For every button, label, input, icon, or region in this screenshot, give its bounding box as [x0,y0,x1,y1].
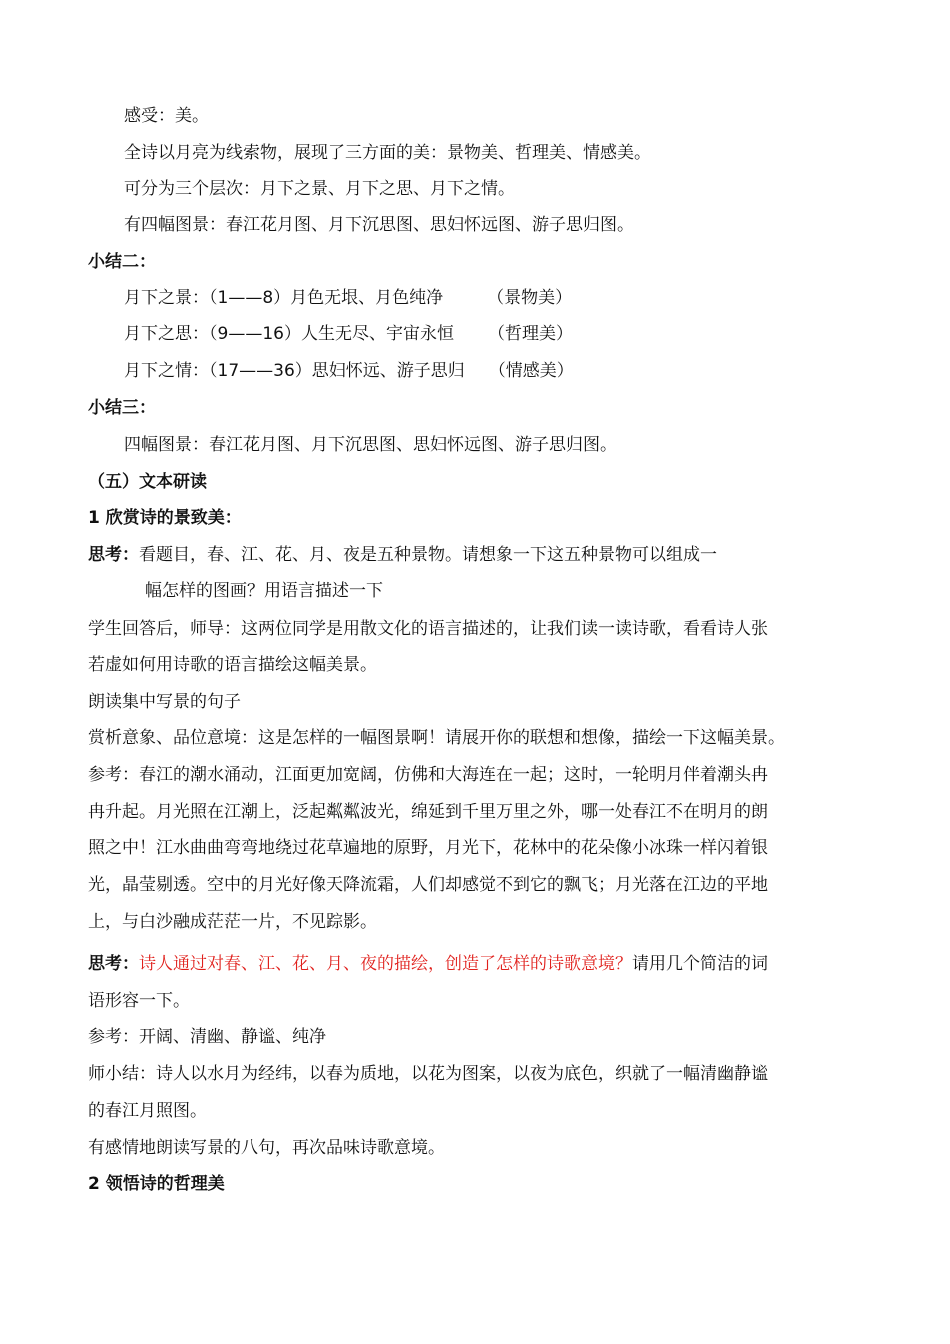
text-line: 照之中！江水曲曲弯弯地绕过花草遍地的原野，月光下，花林中的花朵像小冰珠一样闪着银 [88,838,768,858]
summary-row-text: 月下之景：（1——8）月色无垠、月色纯净 [124,288,444,308]
text-line: 感受：美。 [124,106,209,126]
subsection-one-heading: 1 欣赏诗的景致美： [88,508,242,528]
summary-row [124,286,572,310]
summary-row [124,359,574,383]
subsection-two-heading: 2 领悟诗的哲理美 [88,1174,225,1194]
text-line: 的春江月照图。 [88,1101,207,1121]
think-question-highlight: 诗人通过对春、江、花、月、夜的描绘，创造了怎样的诗歌意境？ [139,954,632,974]
think-text: 请用几个简洁的词 [632,954,768,974]
text-line: 有感情地朗读写景的八句，再次品味诗歌意境。 [88,1138,445,1158]
think-text: 看题目，春、江、花、月、夜是五种景物。请想象一下这五种景物可以组成一 [139,545,717,565]
section-five-heading: （五）文本研读 [88,472,207,492]
summary-row-tag: （哲理美） [487,324,573,344]
text-line: 幅怎样的图画？用语言描述一下 [145,581,383,601]
text-line: 光，晶莹剔透。空中的月光好像天降流霜，人们却感觉不到它的飘飞；月光落在江边的平地 [88,875,768,895]
text-line: 师小结：诗人以水月为经纬，以春为质地，以花为图案，以夜为底色，织就了一幅清幽静谧 [88,1064,768,1084]
text-line: 语形容一下。 [88,991,190,1011]
summary-row-tag: （情感美） [488,361,574,381]
text-line: 参考：春江的潮水涌动，江面更加宽阔，仿佛和大海连在一起；这时，一轮明月伴着潮头冉 [88,765,768,785]
text-line: 有四幅图景：春江花月图、月下沉思图、思妇怀远图、游子思归图。 [124,215,634,235]
think-two [88,952,768,976]
text-line: 参考：开阔、清幽、静谧、纯净 [88,1027,326,1047]
text-line: 学生回答后，师导：这两位同学是用散文化的语言描述的，让我们读一读诗歌，看看诗人张 [88,619,768,639]
summary-three-heading: 小结三： [88,398,156,418]
summary-row-tag: （景物美） [487,288,573,308]
summary-two-heading: 小结二： [88,252,156,272]
text-line: 全诗以月亮为线索物，展现了三方面的美：景物美、哲理美、情感美。 [124,143,651,163]
text-line: 若虚如何用诗歌的语言描绘这幅美景。 [88,655,377,675]
think-one [88,543,717,567]
text-line: 上，与白沙融成茫茫一片，不见踪影。 [88,912,377,932]
think-label: 思考： [88,545,139,565]
text-line: 可分为三个层次：月下之景、月下之思、月下之情。 [124,179,515,199]
text-line: 朗读集中写景的句子 [88,692,241,712]
summary-row [124,322,573,346]
summary-row-text: 月下之思：（9——16）人生无尽、宇宙永恒 [124,324,454,344]
summary-row-text: 月下之情：（17——36）思妇怀远、游子思归 [124,361,465,381]
text-line: 冉升起。月光照在江潮上，泛起粼粼波光，绵延到千里万里之外，哪一处春江不在明月的朗 [88,802,768,822]
text-line: 四幅图景：春江花月图、月下沉思图、思妇怀远图、游子思归图。 [124,435,617,455]
text-line: 赏析意象、品位意境：这是怎样的一幅图景啊！请展开你的联想和想像，描绘一下这幅美景。 [88,728,785,748]
think-label: 思考： [88,954,139,974]
